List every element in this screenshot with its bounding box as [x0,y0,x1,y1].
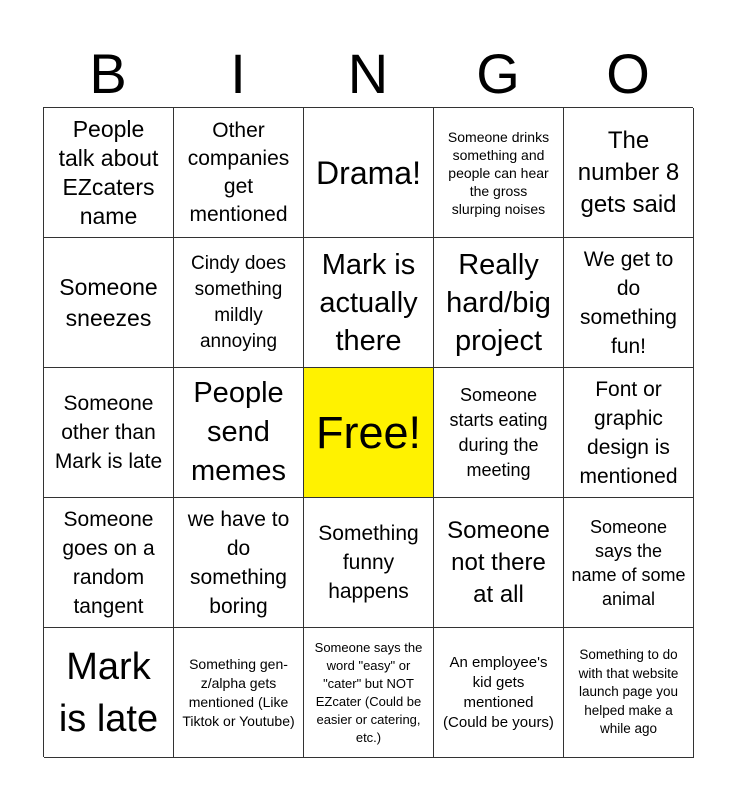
bingo-cell-r3c5[interactable] [564,368,694,498]
header-letter-o: O [606,42,650,105]
bingo-cell-r5c3[interactable] [304,628,434,758]
cell-text: Really hard/big project [446,248,551,357]
bingo-grid [43,107,693,757]
cell-text: Free! [315,406,422,458]
header-letter-g: G [476,42,520,105]
header-letter-n: N [347,42,389,105]
bingo-cell-r1c1[interactable] [44,108,174,238]
cell-text: Someone sneezes [59,273,158,331]
bingo-cell-r5c4[interactable] [434,628,564,758]
header-letter-i: I [230,42,246,105]
bingo-header [43,40,693,108]
cell-text: Mark is actually there [319,248,418,357]
cell-text: Someone goes on a random tangent [62,507,155,618]
cell-text: Someone other than Mark is late [54,392,163,473]
cell-text: We get to do something fun! [580,247,677,358]
bingo-cell-r4c3[interactable] [304,498,434,628]
bingo-cell-r1c2[interactable] [174,108,304,238]
bingo-cell-r1c3[interactable] [304,108,434,238]
cell-text: Drama! [316,154,421,191]
cell-text: Font or graphic design is mentioned [579,377,678,488]
bingo-cell-r4c1[interactable] [44,498,174,628]
cell-text: The number 8 gets said [577,126,680,218]
cell-text: Someone says the word "easy" or "cater" but NOT EZcater (Could be easier or catering, etc.) [314,639,423,745]
cell-text: Someone starts eating during the meeting [449,384,548,480]
cell-text: Someone says the name of some animal [571,516,686,609]
bingo-cell-r4c5[interactable] [564,498,694,628]
cell-text: we have to do something boring [187,507,290,618]
bingo-cell-r1c5[interactable] [564,108,694,238]
bingo-cell-r1c4[interactable] [434,108,564,238]
bingo-cell-r5c1[interactable] [44,628,174,758]
cell-text: Cindy does something mildly annoying [190,252,287,352]
bingo-cell-r3c1[interactable] [44,368,174,498]
cell-text: Something gen-z/alpha gets mentioned (Like Tiktok or Youtube) [182,655,295,729]
bingo-cell-r4c2[interactable] [174,498,304,628]
bingo-cell-free[interactable] [304,368,434,498]
bingo-cell-r4c4[interactable] [434,498,564,628]
cell-text: People send memes [190,377,287,487]
bingo-cell-r2c1[interactable] [44,238,174,368]
cell-text: Something to do with that website launch page you helped make a while ago [578,647,679,737]
bingo-cell-r2c3[interactable] [304,238,434,368]
cell-text: People talk about EZcaters name [58,115,159,229]
bingo-cell-r2c4[interactable] [434,238,564,368]
bingo-cell-r3c2[interactable] [174,368,304,498]
cell-text: Mark is late [58,645,159,740]
cell-text: Someone not there at all [447,516,550,608]
cell-text: An employee's kid gets mentioned (Could be yours) [443,653,554,731]
bingo-cell-r3c4[interactable] [434,368,564,498]
cell-text: Something funny happens [318,522,419,603]
cell-text: Someone drinks something and people can hear the gross slurping noises [447,128,550,217]
bingo-cell-r2c2[interactable] [174,238,304,368]
cell-text: Other companies get mentioned [187,118,290,226]
bingo-cell-r5c5[interactable] [564,628,694,758]
bingo-cell-r5c2[interactable] [174,628,304,758]
header-letter-b: B [89,42,127,105]
bingo-cell-r2c5[interactable] [564,238,694,368]
